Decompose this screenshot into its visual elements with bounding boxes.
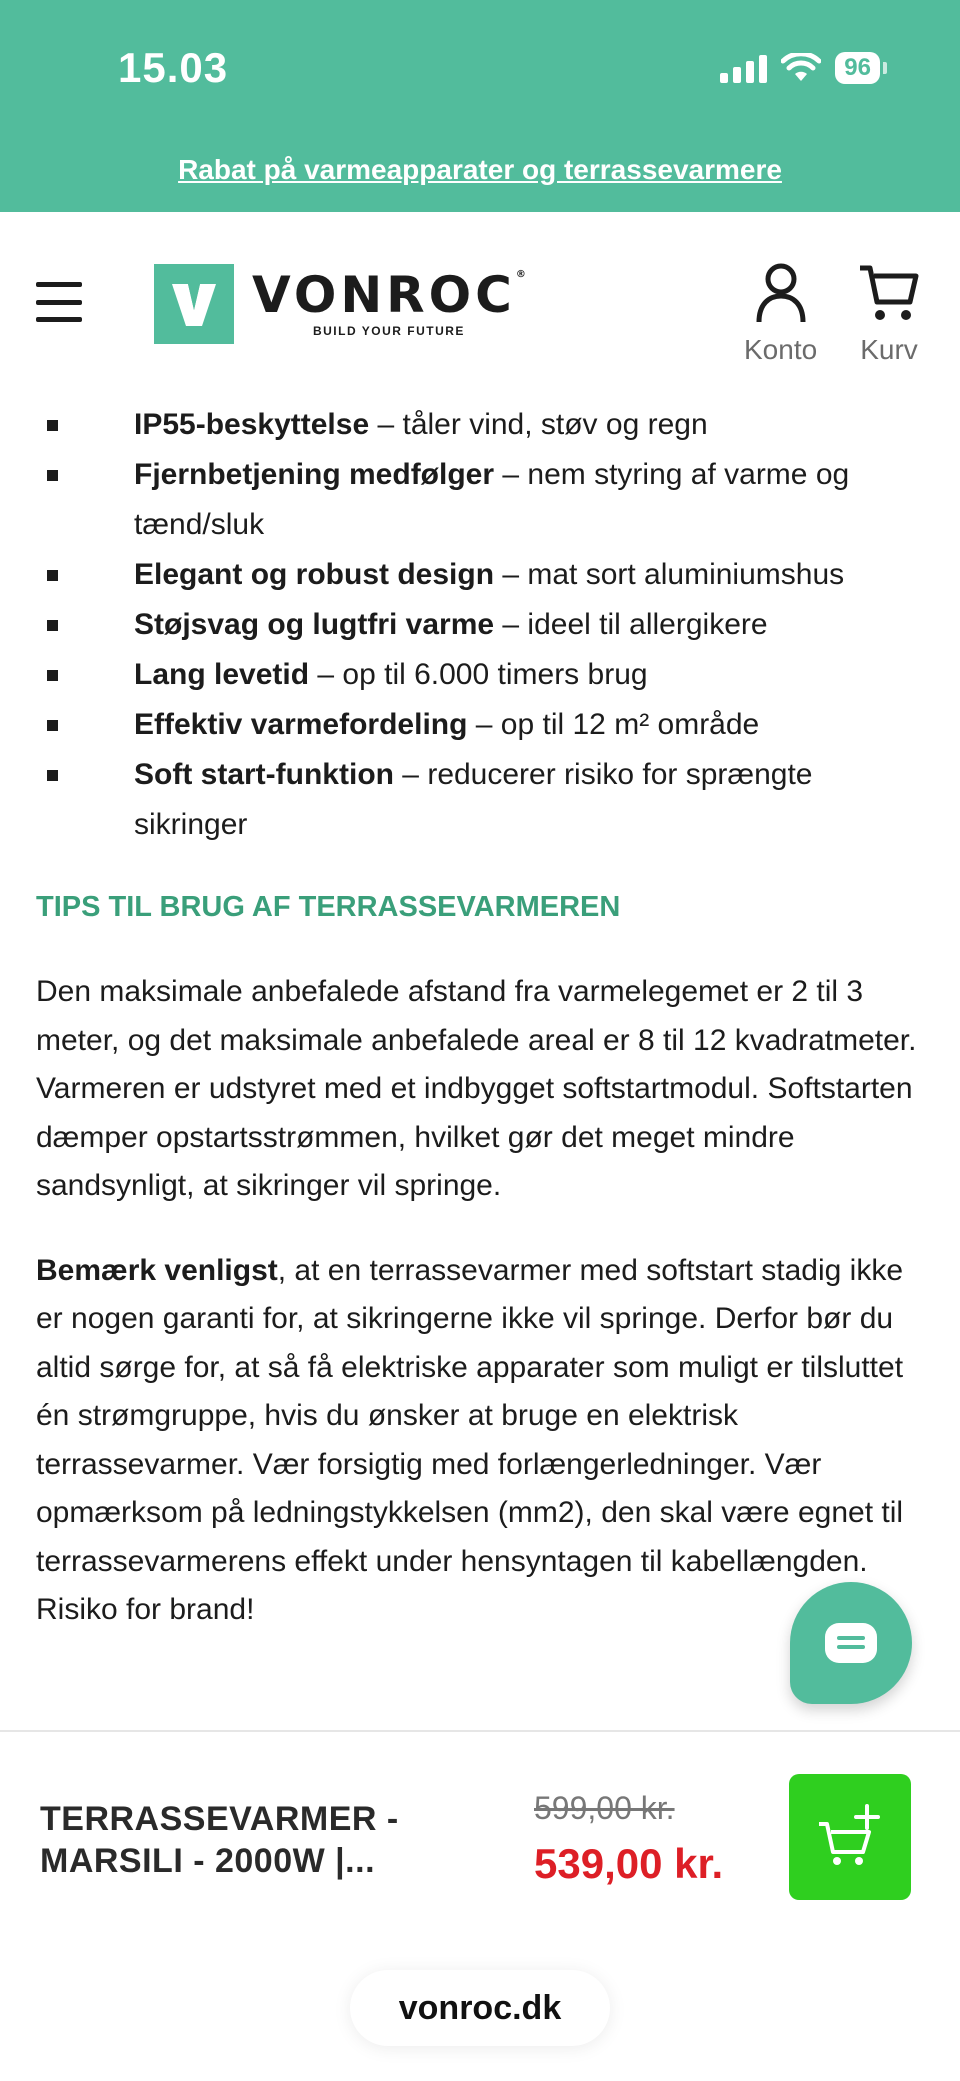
browser-url-bar[interactable]: vonroc.dk (350, 1970, 610, 2046)
list-item: Elegant og robust design – mat sort aluminiumshus (0, 550, 960, 600)
sale-price: 539,00 kr. (534, 1840, 724, 1887)
menu-icon[interactable] (36, 282, 82, 322)
chat-icon (823, 1621, 879, 1665)
tips-paragraph: Den maksimale anbefalede afstand fra varmelegemet er 2 til 3 meter, og det maksimale anbefalede areal er 8 til 12 kvadratmeter. Varmeren er udstyret med et indbygget softstartmodul. Softstarten dæmper opstartsstrømmen, hvilket gør det meget mindre sandsynligt, at sikringer vil springe. (36, 975, 917, 1202)
status-time: 15.03 (118, 44, 229, 91)
product-description (0, 400, 960, 1730)
notice-paragraph: Bemærk venligst, at en terrassevarmer med softstart stadig ikke er nogen garanti for, at sikringerne ikke vil springe. Derfor bør du altid sørge for, at så få elektriske apparater som muligt er tilsluttet én strømgruppe, hvis du ønsker at bruge en elektrisk terrassevarmer. Vær forsigtig med forlængerledninger. Vær opmærksom på ledningstykkelsen (mm2), den skal være egnet til terrassevarmerens effekt under hensyntagen til kabellængden. Risiko for brand! (36, 1253, 904, 1626)
logo-mark (154, 264, 234, 344)
logo-word: VONROC® (252, 266, 526, 324)
list-item: Soft start-funktion – reducerer risiko for sprængte sikringer (0, 750, 960, 850)
cart-label: Kurv (860, 334, 918, 365)
list-item: IP55-beskyttelse – tåler vind, støv og regn (0, 400, 960, 450)
site-header (0, 212, 960, 390)
cart-icon (858, 262, 920, 324)
list-item: Fjernbetjening medfølger – nem styring af varme og tænd/sluk (0, 450, 960, 550)
account-label: Konto (744, 334, 818, 365)
account-button[interactable] (744, 262, 817, 366)
product-name: TERRASSEVARMER - MARSILI - 2000W |... (40, 1800, 399, 1880)
vonroc-logo[interactable] (154, 264, 526, 344)
promo-banner-link[interactable]: Rabat på varmeapparater og terrassevarmere (178, 154, 782, 185)
chat-button[interactable] (790, 1582, 912, 1704)
sticky-product-bar (0, 1730, 960, 1930)
list-item: Lang levetid – op til 6.000 timers brug (0, 650, 960, 700)
feature-list (0, 400, 960, 850)
status-icons (720, 52, 880, 84)
add-to-cart-icon (815, 1802, 885, 1872)
add-to-cart-button[interactable] (789, 1774, 911, 1900)
tips-heading: TIPS TIL BRUG AF TERRASSEVARMEREN (36, 891, 621, 923)
wifi-icon (781, 53, 821, 83)
list-item: Effektiv varmefordeling – op til 12 m² område (0, 700, 960, 750)
battery-icon: 96 (835, 52, 880, 84)
old-price: 599,00 kr. (534, 1790, 675, 1826)
cart-button[interactable] (858, 262, 920, 366)
logo-tagline: BUILD YOUR FUTURE (312, 324, 465, 338)
top-banner (0, 0, 960, 212)
list-item: Støjsvag og lugtfri varme – ideel til allergikere (0, 600, 960, 650)
signal-icon (720, 53, 767, 83)
user-icon (755, 262, 807, 324)
